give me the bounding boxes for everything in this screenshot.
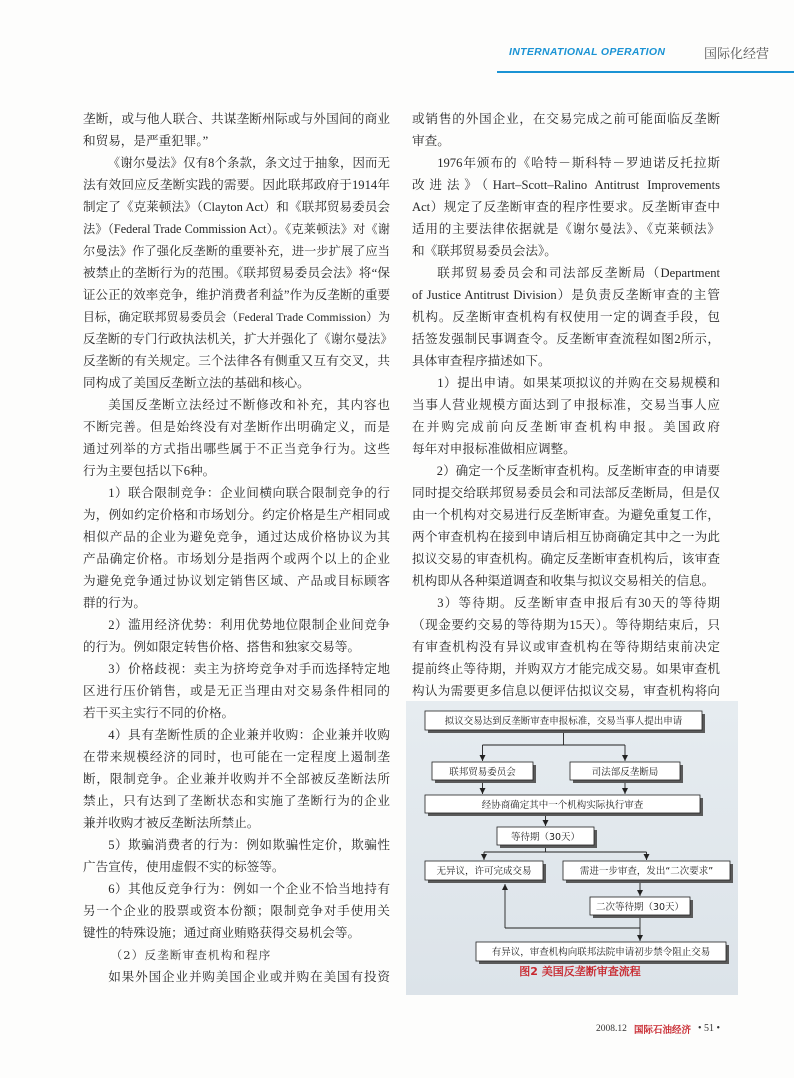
- text-line: 有审查机构没有异议或审查机构在等待期结束前决定: [412, 640, 720, 654]
- section-title-chinese: 国际化经营: [704, 46, 770, 61]
- text-line: 机构即从各种渠道调查和收集与拟议交易相关的信息。: [412, 574, 715, 588]
- text-line: 通过列举的方式指出哪些属于不正当竞争行为。这些: [83, 442, 390, 456]
- text-line: 构认为需要更多信息以便评估拟议交易，审查机构将向: [412, 684, 720, 698]
- text-line: 兼并收购才被反垄断法所禁止。: [83, 816, 260, 830]
- text-line: 美国反垄断立法经过不断修改和补充，其内容也: [108, 398, 390, 412]
- paragraph: [83, 834, 390, 878]
- flow-box-second-request-label: 需进一步审查，发出“二次要求”: [579, 866, 714, 878]
- figure-flowchart: [406, 701, 738, 995]
- flow-box-wait-label: 等待期（30天）: [510, 831, 581, 843]
- text-line: 提前终止等待期，并购双方才能完成交易。如果审查机: [412, 662, 720, 676]
- text-line: 禁止，只有达到了垄断状态和实施了垄断行为的企业: [83, 794, 390, 808]
- text-line: 联邦贸易委员会和司法部反垄断局（Department: [437, 266, 720, 280]
- text-line: 同构成了美国反垄断立法的基础和核心。: [83, 376, 310, 390]
- text-line: 和《联邦贸易委员会法》。: [412, 244, 557, 258]
- text-line: 和贸易，是严重犯罪。”: [83, 134, 209, 148]
- text-line: （现金要约交易的等待期为15天）。等待期结束后，只: [412, 618, 720, 632]
- text-line: 同时提交给联邦贸易委员会和司法部反垄断局，但是仅: [412, 486, 720, 500]
- text-line: 广告宣传，使用虚假不实的标签等。: [83, 860, 285, 874]
- text-line: 法》（Federal Trade Commission Act）。《克莱顿法》对《谢: [83, 222, 390, 236]
- text-line: 拟议交易的审查机构。确定反垄断审查机构后，该审查: [412, 552, 720, 566]
- paragraph: [412, 592, 720, 702]
- paragraph: [83, 482, 390, 614]
- text-line: 每年对申报标准做相应调整。: [412, 442, 576, 456]
- text-line: 4）具有垄断性质的企业兼并收购：企业兼并收购: [108, 728, 390, 742]
- text-line: 尔曼法》作了强化反垄断的重要补充，进一步扩展了应当: [83, 244, 390, 258]
- text-line: 《谢尔曼法》仅有8个条款，条文过于抽象，因而无: [107, 156, 390, 170]
- text-line: 群的行为。: [83, 596, 146, 610]
- flow-box-ftc-label: 联邦贸易委员会: [449, 766, 516, 778]
- flowchart: [406, 701, 738, 995]
- text-line: 如果外国企业并购美国企业或并购在美国有投资: [108, 970, 390, 984]
- text-line: 3）价格歧视：卖主为挤垮竞争对手而选择特定地: [108, 662, 390, 676]
- flow-box-injunction: [476, 942, 729, 964]
- text-line: 两个审查机构在接到申请后相互协商确定其中之一为此: [412, 530, 720, 544]
- paragraph: [83, 108, 390, 152]
- text-line: 5）欺骗消费者的行为：例如欺骗性定价，欺骗性: [108, 838, 390, 852]
- text-line: 改进法》（Hart–Scott–Ralino Antitrust Improvements: [412, 178, 720, 192]
- left-column: [83, 108, 393, 988]
- text-line: 适用的主要法律依据就是《谢尔曼法》、《克莱顿法》: [412, 222, 720, 236]
- paragraph: [412, 262, 720, 372]
- text-line: of Justice Antitrust Division）是负责反垄断审查的主管: [412, 288, 720, 302]
- section-title-english: INTERNATIONAL OPERATION: [509, 46, 666, 58]
- text-line: Act）规定了反垄断审查的程序性要求。反垄断审查中: [412, 200, 720, 214]
- text-line: 目标，确定联邦贸易委员会（Federal Trade Commission）为: [83, 310, 390, 324]
- flow-box-second-wait-label: 二次等待期（30天）: [595, 901, 685, 913]
- right-column: [412, 108, 720, 702]
- text-line: 2）滥用经济优势：利用优势地位限制企业间竞争: [108, 618, 390, 632]
- journal-name: 国际石油经济: [634, 1025, 692, 1036]
- paragraph: [83, 724, 390, 834]
- text-line: 审查。: [412, 134, 450, 148]
- text-line: 的行为。例如限定转售价格、搭售和独家交易等。: [83, 640, 361, 654]
- flow-box-doj: [570, 762, 683, 783]
- paragraph: [412, 108, 720, 152]
- text-line: 或销售的外国企业，在交易完成之前可能面临反垄断: [412, 112, 720, 126]
- text-line: 法有效回应反垄断实践的需要。因此联邦政府于1914年: [83, 178, 390, 192]
- flow-box-second-request: [563, 861, 733, 883]
- page-number: • 51 •: [698, 1023, 721, 1034]
- text-line: 在并购完成前向反垄断审查机构申报。美国政府: [412, 420, 720, 434]
- text-line: 被禁止的垄断行为的范围。《联邦贸易委员会法》将“保: [83, 266, 390, 280]
- text-line: 反垄断的专门行政执法机关，扩大并强化了《谢尔曼法》: [83, 332, 393, 346]
- text-line: 6）其他反竞争行为：例如一个企业不恰当地持有: [108, 882, 390, 896]
- text-line: 1）联合限制竞争：企业间横向联合限制竞争的行: [108, 486, 390, 500]
- flow-box-apply-label: 拟议交易达到反垄断审查申报标准，交易当事人提出申请: [444, 716, 683, 728]
- flow-box-wait: [497, 827, 597, 848]
- text-line: 产品确定价格。市场划分是指两个或两个以上的企业: [83, 552, 390, 566]
- paragraph: [412, 460, 720, 592]
- text-line: 具体审查程序描述如下。: [412, 354, 551, 368]
- header-rule: [497, 71, 794, 73]
- flow-box-injunction-label: 有异议，审查机构向联邦法院申请初步禁令阻止交易: [491, 947, 711, 959]
- text-line: 1）提出申请。如果某项拟议的并购在交易规模和: [437, 376, 720, 390]
- text-line: 2）确定一个反垄断审查机构。反垄断审查的申请要: [436, 464, 720, 478]
- text-line: 相似产品的企业为避免竞争，通过达成价格协议为其: [83, 530, 390, 544]
- flow-box-doj-label: 司法部反垄断局: [591, 766, 659, 778]
- text-line: 证公正的效率竞争，维护消费者利益”作为反垄断的重要: [83, 288, 390, 302]
- text-line: 机构。反垄断审查机构有权使用一定的调查手段，包: [412, 310, 720, 324]
- text-line: 由一个机构对交易进行反垄断审查。为避免重复工作，: [412, 508, 720, 522]
- paragraph: [83, 614, 390, 658]
- text-line: 在带来规模经济的同时，也可能在一定程度上遏制垄: [83, 750, 390, 764]
- text-line: 反垄断的有关规定。三个法律各有侧重又互有交叉，共: [83, 354, 390, 368]
- text-line: 为避免竞争通过协议划定销售区域、产品或目标顾客: [83, 574, 390, 588]
- flow-box-agency: [425, 795, 703, 816]
- paragraph: [83, 966, 390, 988]
- flow-box-approve: [425, 861, 546, 883]
- text-line: 当事人营业规模方面达到了申报标准，交易当事人应: [412, 398, 720, 412]
- text-line: 断，限制竞争。企业兼并收购并不全部被反垄断法所: [83, 772, 390, 786]
- text-line: 制定了《克莱顿法》（Clayton Act）和《联邦贸易委员会: [83, 200, 390, 214]
- text-line: 区进行压价销售，或是无正当理由对交易条件相同的: [83, 684, 390, 698]
- flow-box-approve-label: 无异议，许可完成交易: [436, 866, 532, 878]
- text-line: 若干买主实行不同的价格。: [83, 706, 235, 720]
- text-line: 行为主要包括以下6种。: [83, 464, 216, 478]
- text-line: 垄断，或与他人联合、共谋垄断州际或与外国间的商业: [83, 112, 390, 126]
- text-line: 1976年颁布的《哈特－斯科特－罗迪诺反托拉斯: [437, 156, 720, 170]
- figure-caption: 图2 美国反垄断审查流程: [519, 965, 641, 978]
- text-line: 括签发强制民事调查令。反垄断审查流程如图2所示，: [412, 332, 720, 346]
- text-line: 不断完善。但是始终没有对垄断作出明确定义，而是: [83, 420, 390, 434]
- paragraph: [412, 372, 720, 460]
- flow-box-agency-label: 经协商确定其中一个机构实际执行审查: [481, 799, 644, 811]
- paragraph: [412, 152, 720, 262]
- text-line: 键性的特殊设施；通过商业贿赂获得交易机会等。: [83, 926, 361, 940]
- text-line: 为，例如约定价格和市场划分。约定价格是生产相同或: [83, 508, 390, 522]
- paragraph: [83, 152, 393, 394]
- text-line: 另一个企业的股票或资本份额；限制竞争对手使用关: [83, 904, 390, 918]
- issue-date: 2008.12: [596, 1024, 627, 1034]
- paragraph: [83, 394, 390, 482]
- flow-box-ftc: [432, 762, 536, 783]
- text-line: 3）等待期。反垄断审查申报后有30天的等待期: [437, 596, 720, 610]
- paragraph: [83, 658, 390, 724]
- flow-box-apply: [425, 711, 705, 733]
- flow-box-second-wait: [590, 897, 693, 918]
- section-subheading: （2）反垄断审查机构和程序: [110, 948, 272, 962]
- paragraph: [83, 878, 390, 944]
